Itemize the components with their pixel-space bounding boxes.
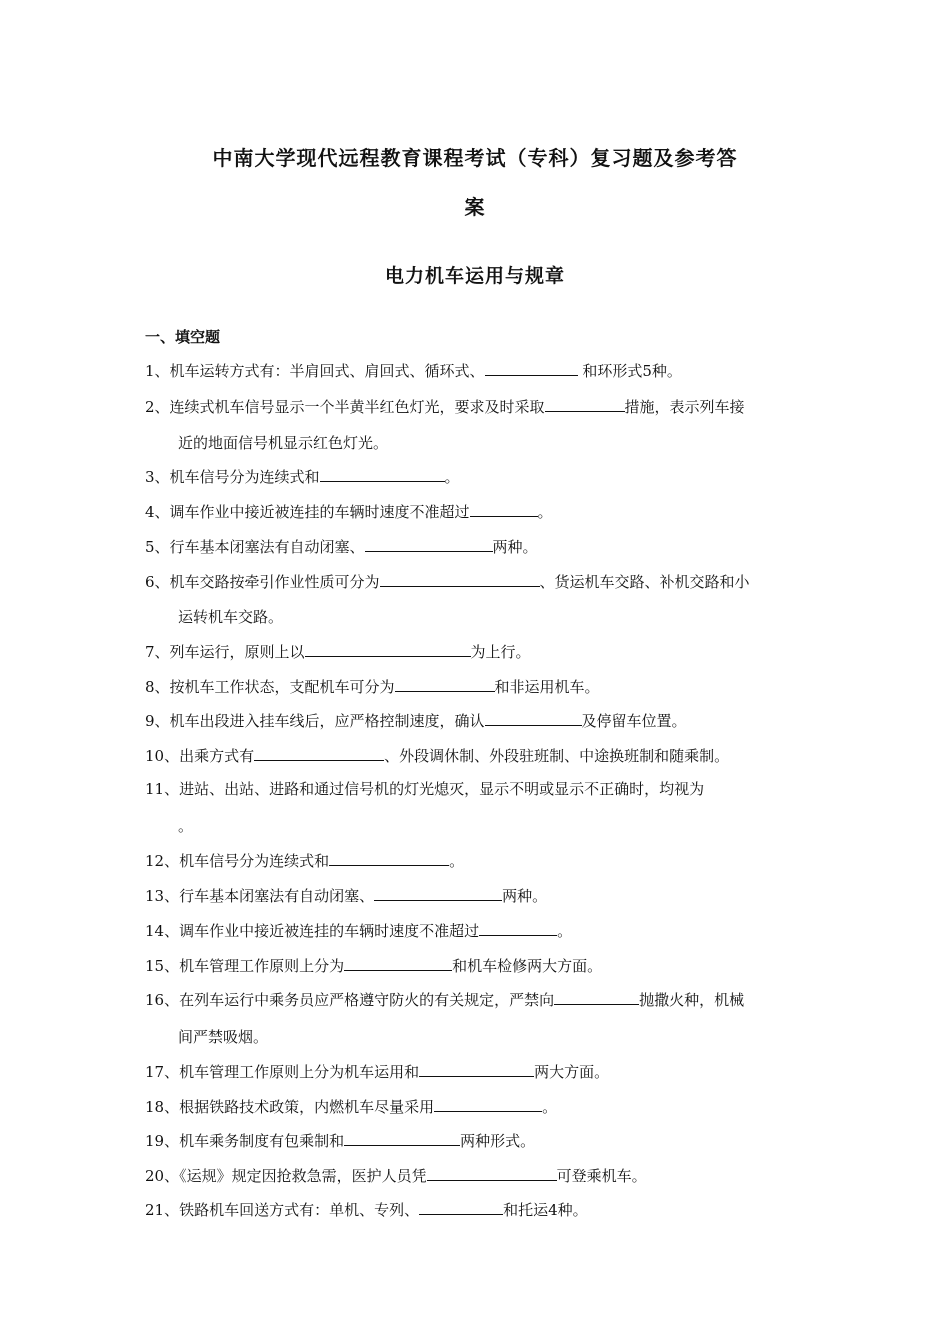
answer-blank: [470, 501, 538, 517]
answer-blank: [344, 955, 452, 971]
answer-blank: [545, 396, 625, 412]
answer-blank: [485, 360, 578, 376]
question-20: 20、《运规》规定因抢救急需，医护人员凭 可登乘机车。: [145, 1167, 647, 1185]
document-title-line1: 中南大学现代远程教育课程考试（专科）复习题及参考答: [212, 146, 738, 170]
question-6: 6、机车交路按牵引作业性质可分为 、货运机车交路、补机交路和小: [145, 573, 750, 591]
answer-blank: [344, 1130, 460, 1146]
question-5: 5、行车基本闭塞法有自动闭塞、 两种。: [145, 538, 538, 556]
answer-blank: [374, 885, 502, 901]
question-8: 8、按机车工作状态，支配机车可分为 和非运用机车。: [145, 678, 600, 696]
answer-blank: [419, 1199, 503, 1215]
question-12: 12、机车信号分为连续式和 。: [145, 852, 465, 870]
question-4: 4、调车作业中接近被连挂的车辆时速度不准超过 。: [145, 503, 553, 521]
answer-blank: [434, 1096, 542, 1112]
question-11: 11、进站、出站、进路和通过信号机的灯光熄灭，显示不明或显示不正确时，均视为: [145, 780, 705, 798]
question-6-continuation: 运转机车交路。: [178, 608, 284, 626]
answer-blank: [329, 850, 449, 866]
document-title-line2: 案: [464, 195, 486, 219]
answer-blank: [395, 676, 495, 692]
answer-blank: [479, 920, 557, 936]
answer-blank: [427, 1165, 557, 1181]
answer-blank: [485, 710, 582, 726]
question-18: 18、根据铁路技术政策，内燃机车尽量采用 。: [145, 1098, 558, 1116]
question-14: 14、调车作业中接近被连挂的车辆时速度不准超过 。: [145, 922, 573, 940]
answer-blank: [254, 745, 384, 761]
question-7: 7、列车运行，原则上以 为上行。: [145, 643, 531, 661]
question-3: 3、机车信号分为连续式和 。: [145, 468, 460, 486]
answer-blank: [305, 641, 471, 657]
course-subtitle: 电力机车运用与规章: [384, 265, 565, 287]
answer-blank: [365, 536, 493, 552]
section-heading: 一、填空题: [145, 328, 221, 346]
question-1: 1、机车运转方式有：半肩回式、肩回式、循环式、 和环形式5种。: [145, 362, 682, 380]
question-11-continuation: 。: [178, 817, 194, 835]
question-21: 21、铁路机车回送方式有：单机、专列、 和托运4种。: [145, 1201, 588, 1219]
question-2-continuation: 近的地面信号机显示红色灯光。: [178, 434, 389, 452]
question-10: 10、出乘方式有 、外段调休制、外段驻班制、中途换班制和随乘制。: [145, 747, 730, 765]
question-16: 16、在列车运行中乘务员应严格遵守防火的有关规定，严禁向 抛撒火种，机械: [145, 991, 745, 1009]
question-16-continuation: 间严禁吸烟。: [178, 1028, 269, 1046]
question-19: 19、机车乘务制度有包乘制和 两种形式。: [145, 1132, 536, 1150]
answer-blank: [419, 1061, 534, 1077]
answer-blank: [554, 989, 639, 1005]
question-2: 2、连续式机车信号显示一个半黄半红色灯光，要求及时采取 措施，表示列车接: [145, 398, 745, 416]
question-15: 15、机车管理工作原则上分为 和机车检修两大方面。: [145, 957, 603, 975]
answer-blank: [380, 571, 540, 587]
answer-blank: [320, 466, 445, 482]
question-17: 17、机车管理工作原则上分为机车运用和 两大方面。: [145, 1063, 610, 1081]
question-13: 13、行车基本闭塞法有自动闭塞、 两种。: [145, 887, 548, 905]
question-9: 9、机车出段进入挂车线后，应严格控制速度，确认 及停留车位置。: [145, 712, 687, 730]
